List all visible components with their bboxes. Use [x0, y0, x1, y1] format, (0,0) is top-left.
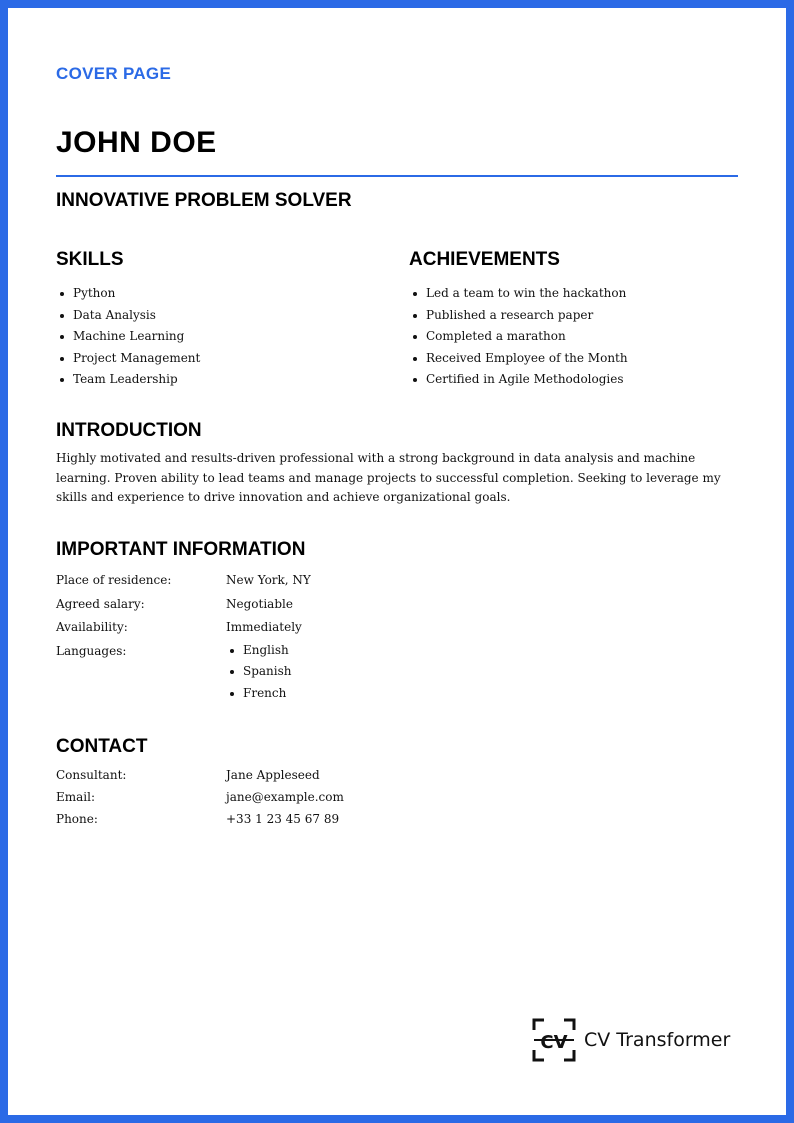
- introduction-title: INTRODUCTION: [56, 420, 202, 441]
- brand-name: CV Transformer: [584, 1029, 731, 1051]
- candidate-name: JOHN DOE: [56, 126, 217, 159]
- email-row: [56, 786, 738, 808]
- skill-item: Python: [56, 283, 376, 305]
- phone-row: [56, 808, 738, 830]
- phone-label: Phone:: [56, 812, 98, 826]
- skill-item: Data Analysis: [56, 305, 376, 327]
- contact-section: [56, 736, 738, 830]
- brand-footer: [532, 1018, 730, 1062]
- skills-list: [56, 283, 376, 391]
- header-divider: [56, 175, 738, 177]
- achievement-item: Certified in Agile Methodologies: [409, 369, 729, 391]
- introduction-text: Highly motivated and results-driven professional with a strong background in data analysis and machine learning. Proven ability to lead teams and manage projects to successful completion. Seeking to leverage my skills and experience to drive innovation and achieve organizational goals.: [56, 451, 721, 504]
- languages-list: [226, 640, 738, 705]
- phone-value: +33 1 23 45 67 89: [226, 812, 340, 826]
- consultant-value: Jane Appleseed: [226, 768, 320, 782]
- skills-section: [56, 249, 376, 391]
- important-information-list: [56, 569, 738, 704]
- important-information-title: IMPORTANT INFORMATION: [56, 539, 306, 560]
- consultant-label: Consultant:: [56, 768, 127, 782]
- residence-row: [56, 569, 738, 593]
- introduction-section: [56, 420, 738, 508]
- skill-item: Machine Learning: [56, 326, 376, 348]
- cover-page-label: COVER PAGE: [56, 64, 172, 83]
- salary-label: Agreed salary:: [56, 596, 145, 611]
- skills-title: SKILLS: [56, 249, 124, 270]
- language-item: English: [226, 640, 738, 662]
- important-information-section: [56, 539, 738, 704]
- achievements-title: ACHIEVEMENTS: [409, 249, 560, 270]
- residence-value: New York, NY: [226, 573, 311, 587]
- languages-label: Languages:: [56, 643, 127, 658]
- availability-row: [56, 616, 738, 640]
- language-item: Spanish: [226, 661, 738, 683]
- skill-item: Team Leadership: [56, 369, 376, 391]
- availability-value: Immediately: [226, 620, 302, 634]
- residence-label: Place of residence:: [56, 573, 172, 587]
- achievement-item: Published a research paper: [409, 305, 729, 327]
- languages-row: [56, 640, 738, 705]
- availability-label: Availability:: [56, 620, 128, 634]
- cv-transformer-logo-icon: [532, 1018, 576, 1062]
- consultant-row: [56, 764, 738, 786]
- achievement-item: Received Employee of the Month: [409, 348, 729, 370]
- achievements-section: [409, 249, 729, 391]
- language-item: French: [226, 683, 738, 705]
- salary-row: [56, 593, 738, 617]
- skill-item: Project Management: [56, 348, 376, 370]
- logo-text: CV: [540, 1032, 568, 1053]
- contact-list: [56, 764, 738, 830]
- achievements-list: [409, 283, 729, 391]
- achievement-item: Completed a marathon: [409, 326, 729, 348]
- email-value: jane@example.com: [226, 790, 344, 804]
- languages-value: [226, 640, 738, 705]
- email-label: Email:: [56, 790, 96, 804]
- contact-title: CONTACT: [56, 736, 148, 757]
- salary-value: Negotiable: [226, 596, 293, 611]
- achievement-item: Led a team to win the hackathon: [409, 283, 729, 305]
- candidate-headline: INNOVATIVE PROBLEM SOLVER: [56, 190, 352, 211]
